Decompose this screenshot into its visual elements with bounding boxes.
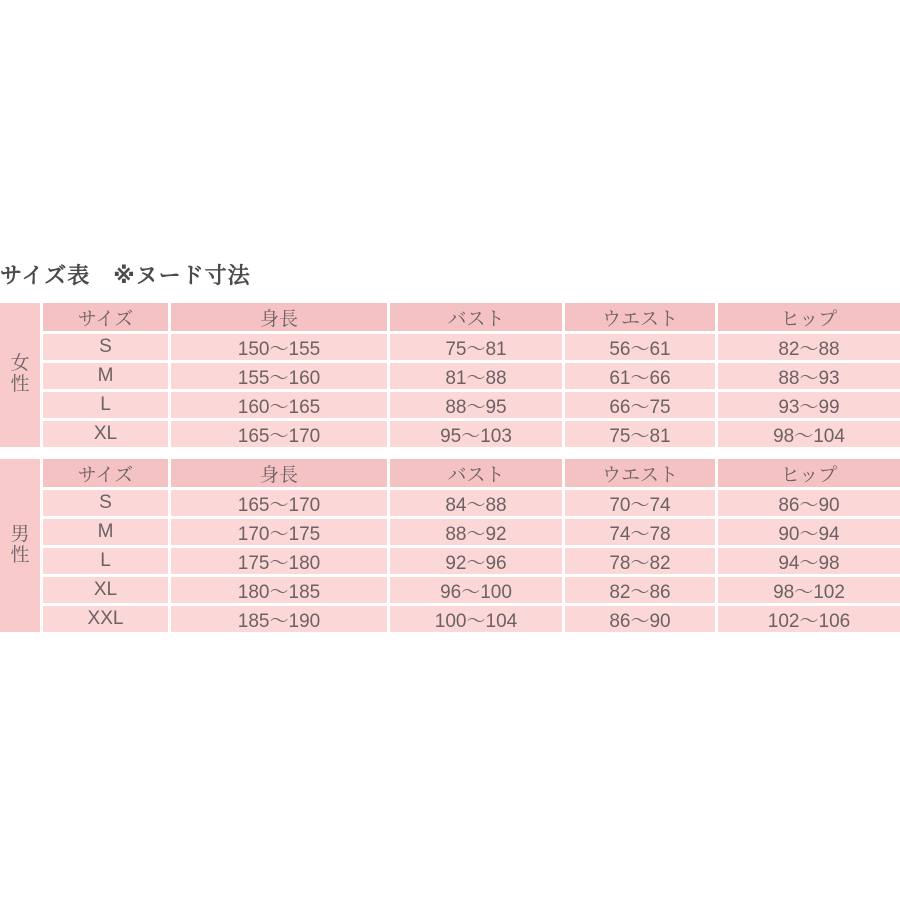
women-group-label: 女性 [10,353,30,395]
waist-range-cell: 86〜90 [565,606,715,632]
column-header-waist: ウエスト [565,303,715,331]
waist-range-cell: 66〜75 [565,392,715,418]
column-header-bust: バスト [390,459,562,487]
size-label-cell: L [43,392,168,418]
men-size-table [0,459,900,632]
height-range-cell: 185〜190 [171,606,387,632]
bust-range-cell: 81〜88 [390,363,562,389]
size-label-cell: XXL [43,606,168,632]
column-header-height: 身長 [171,303,387,331]
hip-range-cell: 98〜102 [718,577,900,603]
women-group-label-cell [0,303,40,447]
hip-range-cell: 102〜106 [718,606,900,632]
height-range-cell: 150〜155 [171,334,387,360]
bust-range-cell: 92〜96 [390,548,562,574]
column-header-waist: ウエスト [565,459,715,487]
waist-range-cell: 82〜86 [565,577,715,603]
height-range-cell: 175〜180 [171,548,387,574]
size-label-cell: XL [43,421,168,447]
page-title: サイズ表 ※ヌード寸法 [0,263,251,288]
bust-range-cell: 75〜81 [390,334,562,360]
hip-range-cell: 88〜93 [718,363,900,389]
hip-range-cell: 93〜99 [718,392,900,418]
hip-range-cell: 82〜88 [718,334,900,360]
waist-range-cell: 70〜74 [565,490,715,516]
bust-range-cell: 95〜103 [390,421,562,447]
column-header-hip: ヒップ [718,459,900,487]
column-header-bust: バスト [390,303,562,331]
height-range-cell: 165〜170 [171,490,387,516]
size-label-cell: S [43,334,168,360]
men-group-label-cell [0,459,40,632]
hip-range-cell: 98〜104 [718,421,900,447]
hip-range-cell: 94〜98 [718,548,900,574]
waist-range-cell: 78〜82 [565,548,715,574]
column-header-size: サイズ [43,459,168,487]
bust-range-cell: 88〜92 [390,519,562,545]
bust-range-cell: 88〜95 [390,392,562,418]
height-range-cell: 165〜170 [171,421,387,447]
women-size-table [0,303,900,447]
height-range-cell: 160〜165 [171,392,387,418]
height-range-cell: 180〜185 [171,577,387,603]
column-header-size: サイズ [43,303,168,331]
hip-range-cell: 86〜90 [718,490,900,516]
size-label-cell: M [43,363,168,389]
waist-range-cell: 74〜78 [565,519,715,545]
size-label-cell: M [43,519,168,545]
waist-range-cell: 61〜66 [565,363,715,389]
height-range-cell: 170〜175 [171,519,387,545]
bust-range-cell: 100〜104 [390,606,562,632]
column-header-hip: ヒップ [718,303,900,331]
bust-range-cell: 96〜100 [390,577,562,603]
hip-range-cell: 90〜94 [718,519,900,545]
height-range-cell: 155〜160 [171,363,387,389]
men-group-label: 男性 [10,523,30,566]
size-label-cell: L [43,548,168,574]
bust-range-cell: 84〜88 [390,490,562,516]
size-label-cell: XL [43,577,168,603]
waist-range-cell: 75〜81 [565,421,715,447]
waist-range-cell: 56〜61 [565,334,715,360]
size-label-cell: S [43,490,168,516]
column-header-height: 身長 [171,459,387,487]
